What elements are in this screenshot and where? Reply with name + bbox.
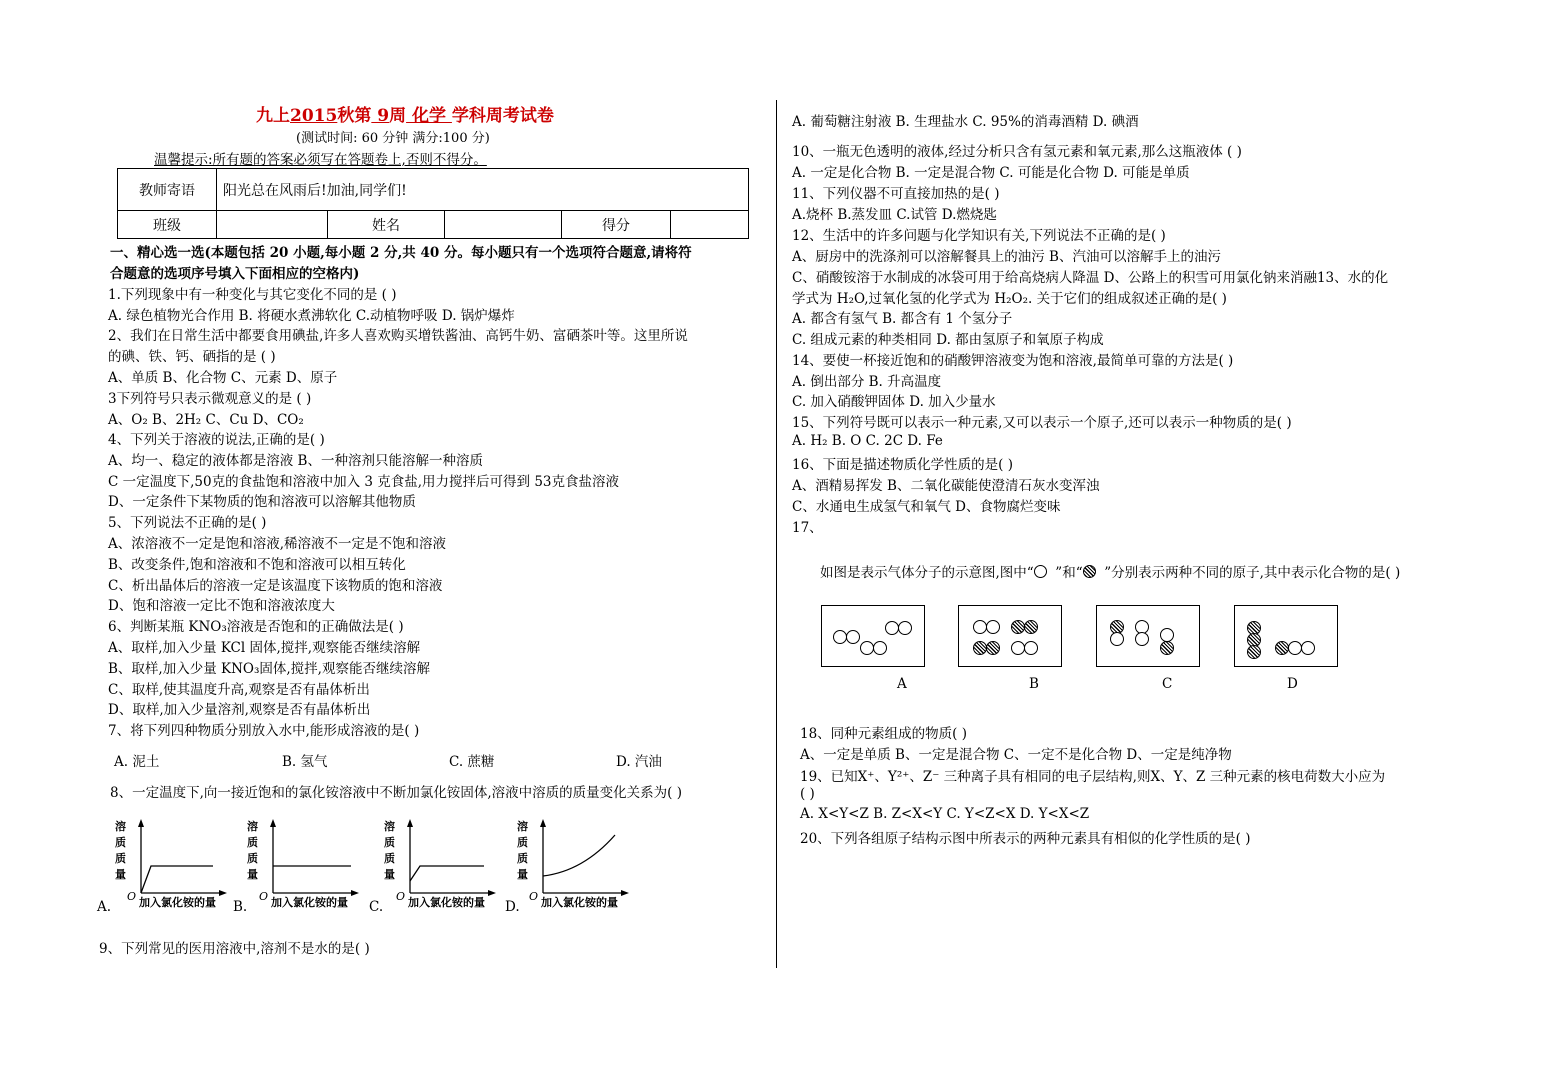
graph-curve	[543, 835, 615, 876]
atom-icon	[973, 620, 987, 634]
question-line: A、取样,加入少量 KCl 固体,搅拌,观察能否继续溶解	[108, 640, 421, 656]
question-line: A. 都含有氢气 B. 都含有 1 个氢分子	[792, 311, 1013, 327]
question-line: 20、下列各组原子结构示图中所表示的两种元素具有相似的化学性质的是( )	[800, 831, 1251, 847]
question-line: 17、	[792, 520, 823, 536]
section-heading-line2: 合题意的选项序号填入下面相应的空格内)	[110, 266, 360, 282]
question-line: A、一定是单质 B、一定是混合物 C、一定不是化合物 D、一定是纯净物	[800, 747, 1232, 763]
graph-curve	[410, 866, 484, 881]
warm-tip: 温馨提示:所有题的答案必须写在答题卷上,否则不得分。	[154, 152, 487, 168]
atom-icon	[986, 620, 1000, 634]
question-line: A. 一定是化合物 B. 一定是混合物 C. 可能是化合物 D. 可能是单质	[792, 165, 1190, 181]
score-label: 得分	[562, 211, 671, 239]
question-line: C、硝酸铵溶于水制成的冰袋可用于给高烧病人降温 D、公路上的积雪可用氯化钠来消融13、水的化	[792, 270, 1389, 286]
section-heading-line1: 一、精心选一选(本题包括 20 小题,每小题 2 分,共 40 分。每小题只有一个选项符合题意,请将符	[110, 245, 692, 261]
atom-icon	[1024, 641, 1038, 655]
column-divider	[776, 100, 777, 968]
arrow-right-icon	[621, 890, 629, 896]
x-axis-label: 加入氯化铵的量	[271, 896, 348, 909]
y-axis-label: 量	[115, 868, 126, 881]
question-line: 的碘、铁、钙、硒指的是 ( )	[108, 349, 276, 365]
score-field[interactable]	[671, 211, 749, 239]
question-line: A、均一、稳定的液体都是溶液 B、一种溶剂只能溶解一种溶质	[108, 453, 483, 469]
arrow-right-icon	[219, 890, 227, 896]
origin-label: O	[396, 890, 406, 903]
question-line: A. 绿色植物光合作用 B. 将硬水煮沸软化 C.动植物呼吸 D. 锅炉爆炸	[108, 308, 515, 324]
question-line: 12、生活中的许多问题与化学知识有关,下列说法不正确的是( )	[792, 228, 1166, 244]
question-line: A.烧杯 B.蒸发皿 C.试管 D.燃烧匙	[792, 207, 997, 223]
class-label: 班级	[118, 211, 217, 239]
question-line: A. H₂ B. O C. 2C D. Fe	[792, 433, 943, 449]
arrow-up-icon	[540, 819, 546, 827]
y-axis-label: 量	[517, 868, 528, 881]
atom-icon	[1301, 641, 1315, 655]
molecule-label-c: C	[1162, 676, 1173, 692]
y-axis-label: 溶	[247, 820, 258, 833]
hatched-atom-icon	[1083, 565, 1096, 578]
q7-option-d: D. 汽油	[616, 754, 662, 770]
page-title: 九上2015秋第 9周 化学 学科周考试卷	[256, 106, 554, 126]
question-line: ( )	[800, 786, 815, 802]
y-axis-label: 质	[247, 836, 258, 849]
y-axis-label: 量	[384, 868, 395, 881]
question-line: B、取样,加入少量 KNO₃固体,搅拌,观察能否继续溶解	[108, 661, 430, 677]
teacher-message: 阳光总在风雨后!加油,同学们!	[217, 169, 749, 211]
q8-text: 8、一定温度下,向一接近饱和的氯化铵溶液中不断加氯化铵固体,溶液中溶质的质量变化关系为( )	[110, 785, 682, 801]
question-line: C. 组成元素的种类相同 D. 都由氢原子和氧原子构成	[792, 332, 1104, 348]
hatched-atom-icon	[986, 641, 1000, 655]
y-axis-label: 溶	[384, 820, 395, 833]
question-line: 3下列符号只表示微观意义的是 ( )	[108, 391, 312, 407]
q17-text: 如图是表示气体分子的示意图,图中“ ”和“ ”分别表示两种不同的原子,其中表示化合物的是( )	[820, 565, 1401, 581]
question-line: C、取样,使其温度升高,观察是否有晶体析出	[108, 682, 370, 698]
question-line: 学式为 H₂O,过氧化氢的化学式为 H₂O₂. 关于它们的组成叙述正确的是( )	[792, 291, 1227, 307]
arrow-up-icon	[138, 819, 144, 827]
hatched-atom-icon	[1275, 641, 1289, 655]
molecule-label-a: A	[897, 676, 907, 692]
x-axis-label: 加入氯化铵的量	[541, 896, 618, 909]
graph-option-label: B.	[233, 899, 248, 915]
question-line: C. 加入硝酸钾固体 D. 加入少量水	[792, 394, 996, 410]
y-axis-label: 溶	[517, 820, 528, 833]
question-line: 1.下列现象中有一种变化与其它变化不同的是 ( )	[108, 287, 397, 303]
atom-icon	[1160, 628, 1174, 642]
y-axis-label: 质	[517, 852, 528, 865]
question-line: 18、同种元素组成的物质( )	[800, 726, 968, 742]
info-table	[117, 168, 749, 239]
question-line: 7、将下列四种物质分别放入水中,能形成溶液的是( )	[108, 723, 420, 739]
y-axis-label: 质	[517, 836, 528, 849]
x-axis-label: 加入氯化铵的量	[139, 896, 216, 909]
question-line: 11、下列仪器不可直接加热的是( )	[792, 186, 1000, 202]
molecule-box-c	[1096, 605, 1200, 667]
arrow-up-icon	[407, 819, 413, 827]
y-axis-label: 质	[384, 836, 395, 849]
arrow-right-icon	[351, 890, 359, 896]
origin-label: O	[127, 890, 137, 903]
x-axis-label: 加入氯化铵的量	[408, 896, 485, 909]
class-field[interactable]	[217, 211, 328, 239]
arrow-up-icon	[270, 819, 276, 827]
q7-option-b: B. 氢气	[282, 754, 328, 770]
hatched-atom-icon	[973, 641, 987, 655]
hatched-atom-icon	[1011, 620, 1025, 634]
molecule-label-b: B	[1029, 676, 1039, 692]
question-line: A. X<Y<Z B. Z<X<Y C. Y<Z<X D. Y<X<Z	[800, 806, 1090, 822]
hatched-atom-icon	[1024, 620, 1038, 634]
graph-curve	[141, 866, 213, 893]
name-label: 姓名	[328, 211, 445, 239]
atom-icon	[860, 641, 874, 655]
atom-icon	[1011, 641, 1025, 655]
question-line: A、酒精易挥发 B、二氧化碳能使澄清石灰水变浑浊	[792, 478, 1100, 494]
question-line: 14、要使一杯接近饱和的硝酸钾溶液变为饱和溶液,最简单可靠的方法是( )	[792, 353, 1234, 369]
white-atom-icon	[1034, 565, 1047, 578]
hatched-atom-icon	[1160, 641, 1174, 655]
y-axis-label: 溶	[115, 820, 126, 833]
graph-option-label: A.	[97, 899, 112, 915]
molecule-box-d	[1234, 605, 1338, 667]
question-line: D、取样,加入少量溶剂,观察是否有晶体析出	[108, 702, 371, 718]
question-line: A、厨房中的洗涤剂可以溶解餐具上的油污 B、汽油可以溶解手上的油污	[792, 249, 1221, 265]
question-line: D、一定条件下某物质的饱和溶液可以溶解其他物质	[108, 494, 416, 510]
atom-icon	[846, 630, 860, 644]
teacher-label: 教师寄语	[118, 169, 217, 211]
atom-icon	[873, 641, 887, 655]
question-line: A. 倒出部分 B. 升高温度	[792, 374, 942, 390]
atom-icon	[1288, 641, 1302, 655]
graph-option-label: C.	[369, 899, 384, 915]
hatched-atom-icon	[1247, 645, 1261, 659]
atom-icon	[1110, 632, 1124, 646]
question-line: C、析出晶体后的溶液一定是该温度下该物质的饱和溶液	[108, 578, 443, 594]
q7-option-a: A. 泥土	[114, 754, 160, 770]
question-line: A、单质 B、化合物 C、元素 D、原子	[108, 370, 338, 386]
question-line: 10、一瓶无色透明的液体,经过分析只含有氢元素和氧元素,那么这瓶液体 ( )	[792, 144, 1242, 160]
question-line: 19、已知X⁺、Y²⁺、Z⁻ 三种离子具有相同的电子层结构,则X、Y、Z 三种元素的核电荷数大小应为	[800, 769, 1386, 785]
origin-label: O	[529, 890, 539, 903]
molecule-label-d: D	[1287, 676, 1298, 692]
atom-icon	[833, 630, 847, 644]
y-axis-label: 质	[247, 852, 258, 865]
molecule-box-a	[821, 605, 925, 667]
origin-label: O	[259, 890, 269, 903]
arrow-right-icon	[488, 890, 496, 896]
question-line: A. 葡萄糖注射液 B. 生理盐水 C. 95%的消毒酒精 D. 碘酒	[792, 114, 1139, 130]
question-line: A、浓溶液不一定是饱和溶液,稀溶液不一定是不饱和溶液	[108, 536, 447, 552]
question-line: A、O₂ B、2H₂ C、Cu D、CO₂	[108, 412, 304, 428]
question-line: 4、下列关于溶液的说法,正确的是( )	[108, 432, 325, 448]
y-axis-label: 质	[115, 852, 126, 865]
name-field[interactable]	[445, 211, 562, 239]
question-line: B、改变条件,饱和溶液和不饱和溶液可以相互转化	[108, 557, 406, 573]
atom-icon	[898, 621, 912, 635]
y-axis-label: 质	[384, 852, 395, 865]
exam-subtitle: (测试时间: 60 分钟 满分:100 分)	[296, 131, 490, 146]
q7-option-c: C. 蔗糖	[449, 754, 495, 770]
question-line: 6、判断某瓶 KNO₃溶液是否饱和的正确做法是( )	[108, 619, 404, 635]
question-line: 5、下列说法不正确的是( )	[108, 515, 267, 531]
question-line: C、水通电生成氢气和氧气 D、食物腐烂变味	[792, 499, 1061, 515]
y-axis-label: 量	[247, 868, 258, 881]
y-axis-label: 质	[115, 836, 126, 849]
question-line: 15、下列符号既可以表示一种元素,又可以表示一个原子,还可以表示一种物质的是( )	[792, 415, 1292, 431]
question-line: C 一定温度下,50克的食盐饱和溶液中加入 3 克食盐,用力搅拌后可得到 53克食盐溶液	[108, 474, 620, 490]
atom-icon	[1135, 632, 1149, 646]
question-line: D、饱和溶液一定比不饱和溶液浓度大	[108, 598, 335, 614]
molecule-box-b	[958, 605, 1062, 667]
graph-option-label: D.	[505, 899, 520, 915]
question-line: 2、我们在日常生活中都要食用碘盐,许多人喜欢购买增铁酱油、高钙牛奶、富硒茶叶等。这里所说	[108, 328, 688, 344]
q9-text: 9、下列常见的医用溶液中,溶剂不是水的是( )	[99, 941, 370, 957]
question-line: 16、下面是描述物质化学性质的是( )	[792, 457, 1014, 473]
atom-icon	[885, 621, 899, 635]
